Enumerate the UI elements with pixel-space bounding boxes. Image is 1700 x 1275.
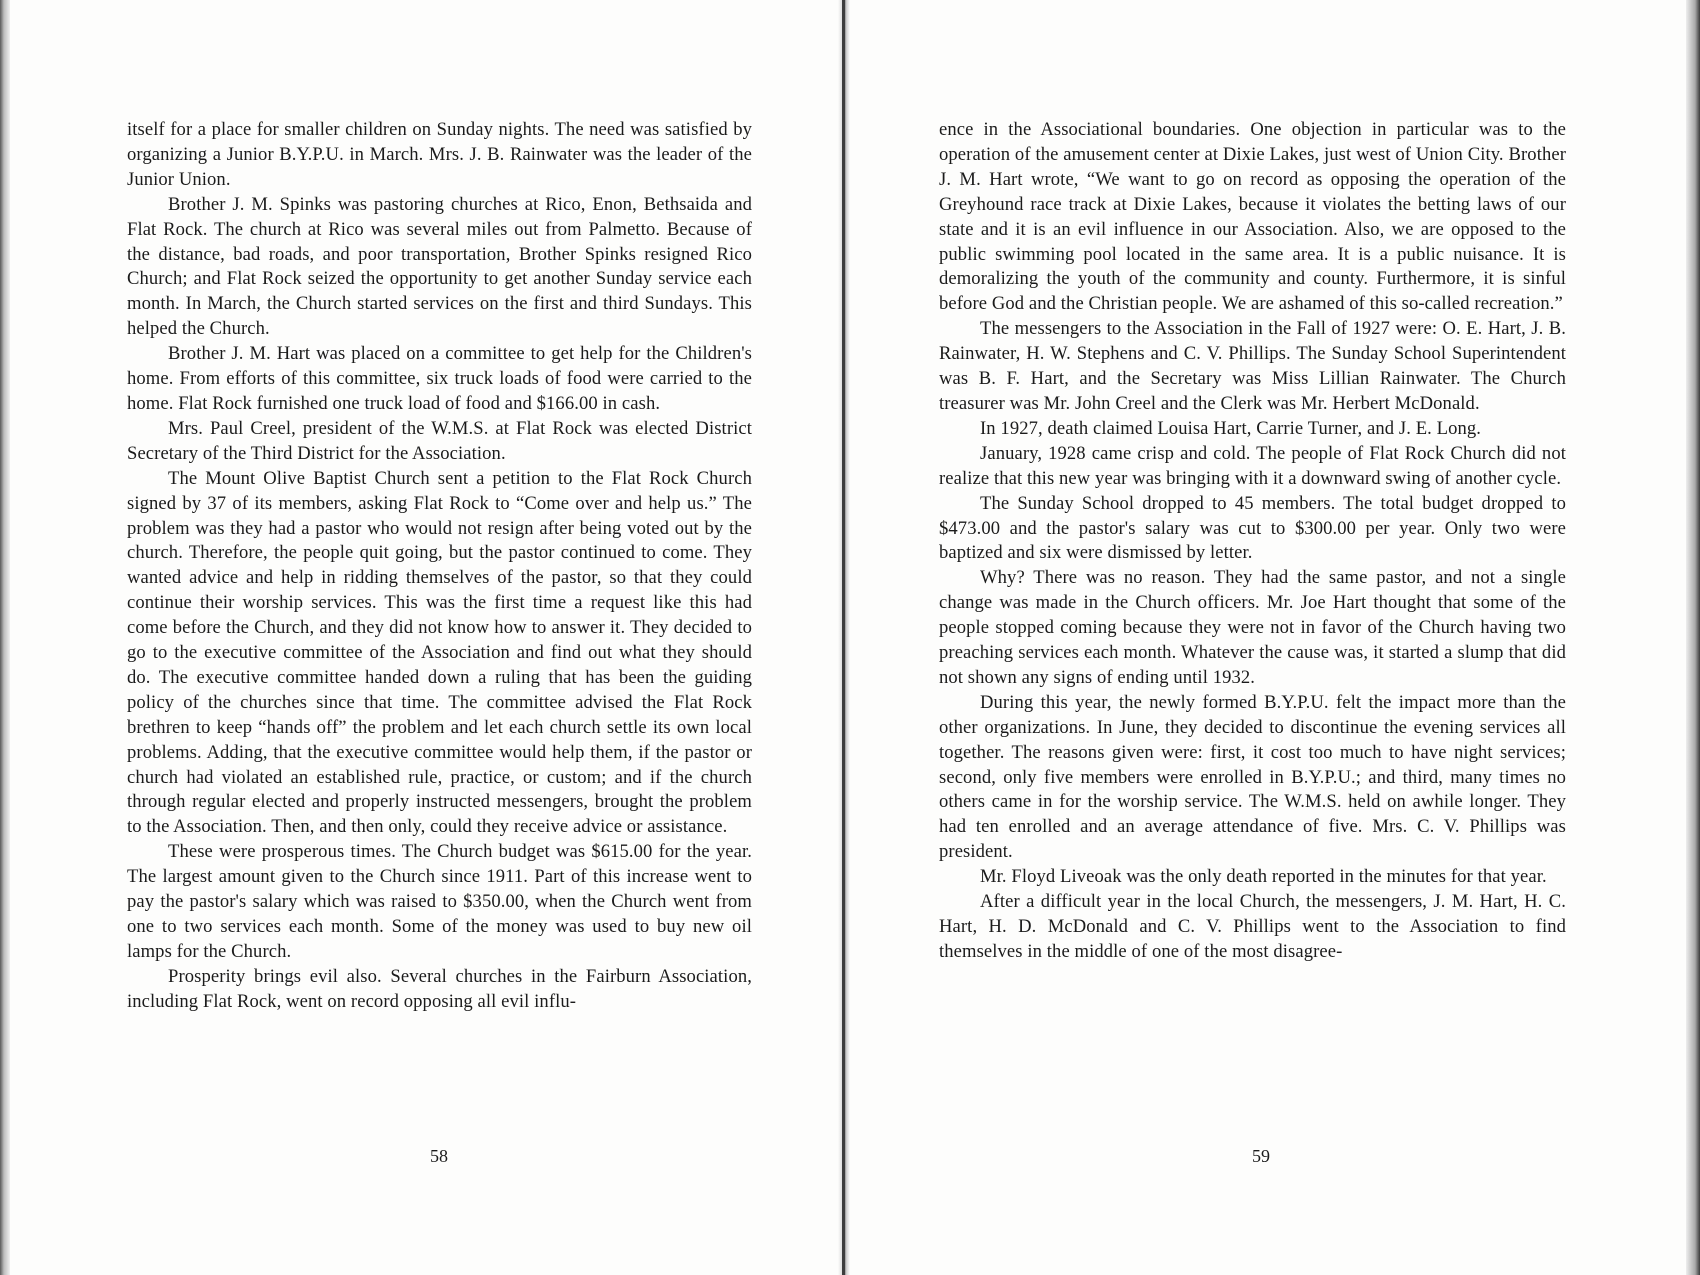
page-number-left: 58	[430, 1146, 448, 1166]
left-page-body	[127, 118, 752, 1015]
paragraph: During this year, the newly formed B.Y.P.U. felt the impact more than the other organizations. In June, they decided to discontinue the evening services all together. The reasons given were: first, it cost too much to have night services; second, only five members were enrolled in B.Y.P.U.; and third, many times no others came in for the worship service. The W.M.S. held on awhile longer. They had ten enrolled and an average attendance of five. Mrs. C. V. Phillips was president.	[939, 691, 1566, 863]
page-number-right: 59	[1252, 1146, 1270, 1166]
paragraph: Prosperity brings evil also. Several churches in the Fairburn Association, including Flat Rock, went on record opposing all evil influ-	[127, 965, 752, 1012]
paragraph: ence in the Associational boundaries. One objection in particular was to the operation of the amusement center at Dixie Lakes, just west of Union City. Brother J. M. Hart wrote, “We want to go on record as opposing the operation of the Greyhound race track at Dixie Lakes, because it violates the betting laws of our state and it is an evil influence in our Association. Also, we are opposed to the public swimming pool located in the same area. It is a public nuisance. It is demoralizing the youth of the community and county. Furthermore, it is sinful before God and the Christian people. We are ashamed of this so-called recreation.”	[939, 119, 1566, 315]
paragraph: Brother J. M. Spinks was pastoring churches at Rico, Enon, Bethsaida and Flat Rock. The church at Rico was several miles out from Palmetto. Because of the distance, bad roads, and poor transportation, Brother Spinks resigned Rico Church; and Flat Rock seized the opportunity to get another Sunday service each month. In March, the Church started services on the first and third Sundays. This helped the Church.	[127, 193, 752, 340]
paragraph: itself for a place for smaller children on Sunday nights. The need was satisfied by organizing a Junior B.Y.P.U. in March. Mrs. J. B. Rainwater was the leader of the Junior Union.	[127, 119, 752, 190]
paragraph: Mr. Floyd Liveoak was the only death reported in the minutes for that year.	[980, 866, 1547, 888]
paragraph: January, 1928 came crisp and cold. The people of Flat Rock Church did not realize that this new year was bringing with it a downward swing of another cycle.	[939, 442, 1566, 489]
paragraph: Brother J. M. Hart was placed on a committee to get help for the Children's home. From efforts of this committee, six truck loads of food were carried to the home. Flat Rock furnished one truck load of food and $166.00 in cash.	[127, 343, 752, 414]
paragraph: Why? There was no reason. They had the same pastor, and not a single change was made in the Church officers. Mr. Joe Hart thought that some of the people stopped coming because they were not in favor of the Church having two preaching services each month. Whatever the cause was, it started a slump that did not shown any signs of ending until 1932.	[939, 567, 1566, 688]
paragraph: The Sunday School dropped to 45 members. The total budget dropped to $473.00 and the pastor's salary was cut to $300.00 per year. Only two were baptized and six were dismissed by letter.	[939, 492, 1566, 564]
paragraph: The messengers to the Association in the Fall of 1927 were: O. E. Hart, J. B. Rainwater, H. W. Stephens and C. V. Phillips. The Sunday School Superintendent was B. F. Hart, and the Secretary was Miss Lillian Rainwater. The Church treasurer was Mr. John Creel and the Clerk was Mr. Herbert McDonald.	[939, 318, 1566, 414]
page-edge-right	[1686, 0, 1700, 1275]
gutter-shadow	[842, 0, 845, 1275]
paragraph: The Mount Olive Baptist Church sent a petition to the Flat Rock Church signed by 37 of its members, asking Flat Rock to “Come over and help us.” The problem was they had a pastor who would not resign after being voted out by the church. Therefore, the people quit going, but the pastor continued to come. They wanted advice and help in ridding themselves of the pastor, so that they could continue their worship services. This was the first time a request like this had come before the Church, and they did not know how to answer it. They decided to go to the executive committee of the Association and find out what they should do. The executive committee handed down a ruling that has been the guiding policy of the churches since that time. The committee advised the Flat Rock brethren to keep “hands off” the problem and let each church settle its own local problems. Adding, that the executive committee would help them, if the pastor or church had violated an established rule, practice, or custom; and if the church through regular elected and properly instructed messengers, brought the problem to the Association. Then, and then only, could they receive advice or assistance.	[127, 467, 752, 838]
paragraph: In 1927, death claimed Louisa Hart, Carrie Turner, and J. E. Long.	[980, 417, 1482, 439]
page-edge-left	[0, 0, 10, 1275]
right-page-body	[939, 118, 1566, 965]
paragraph: Mrs. Paul Creel, president of the W.M.S. at Flat Rock was elected District Secretary of the Third District for the Association.	[127, 417, 752, 464]
paragraph: After a difficult year in the local Church, the messengers, J. M. Hart, H. C. Hart, H. D. McDonald and C. V. Phillips went to the Association to find themselves in the middle of one of the most disagree-	[939, 891, 1566, 962]
paragraph: These were prosperous times. The Church budget was $615.00 for the year. The largest amount given to the Church since 1911. Part of this increase went to pay the pastor's salary which was raised to $350.00, when the Church went from one to two services each month. Some of the money was used to buy new oil lamps for the Church.	[127, 841, 752, 962]
